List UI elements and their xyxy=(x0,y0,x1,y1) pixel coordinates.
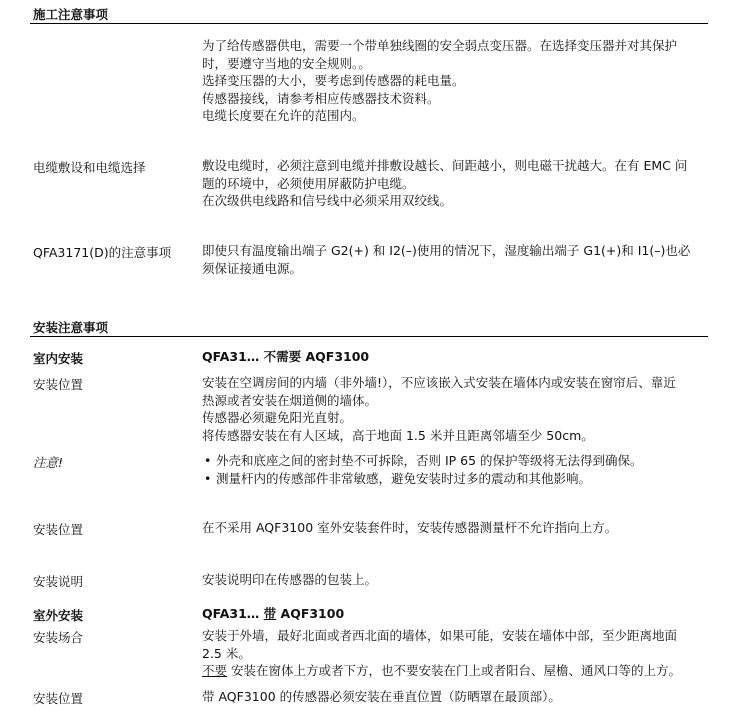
cable-label: 电缆敷设和电缆选择 xyxy=(33,160,146,175)
subtitle-prefix: QFA31… xyxy=(202,606,264,621)
note-bullet-item: • 测量杆内的传感部件非常敏感，避免安装时过多的震动和其他影响。 xyxy=(202,470,702,488)
text-line: 带 AQF3100 的传感器必须安装在垂直位置（防晒罩在最顶部）。 xyxy=(202,689,561,704)
text-line: 题的环境中，必须使用屏蔽防护电缆。 xyxy=(202,175,415,191)
text-line: 安装在空调房间的内墙（非外墙!），不应该嵌入式安装在墙体内或安装在窗帘后、靠近 xyxy=(202,375,676,390)
outdoor-site-paragraph xyxy=(202,627,702,680)
indoor-position-label: 安装位置 xyxy=(33,377,84,392)
note-bullet-item: • 外壳和底座之间的密封垫不可拆除，否则 IP 65 的保护等级将无法得到确保。 xyxy=(202,452,702,470)
text-line: 安装说明印在传感器的包装上。 xyxy=(202,572,378,587)
outdoor-position-text xyxy=(202,688,702,706)
text-line: 将传感器安装在有人区域，高于地面 1.5 米并且距离邻墙至少 50cm。 xyxy=(202,427,594,443)
warning-rest: 安装在窗体上方或者下方，也不要安装在门上或者阳台、屋檐、通风口等的上方。 xyxy=(227,663,681,678)
indoor-position-paragraph xyxy=(202,374,702,444)
section-title-construction: 施工注意事项 xyxy=(33,7,109,22)
text-line: 时，要遵守当地的安全规则。。 xyxy=(202,55,371,71)
indoor-position2-label: 安装位置 xyxy=(33,522,84,537)
outdoor-subtitle-text xyxy=(202,605,702,623)
qfa3171-label: QFA3171(D)的注意事项 xyxy=(33,245,172,260)
qfa3171-paragraph xyxy=(202,242,702,277)
text-line: 在次级供电线路和信号线中必须采用双绞线。 xyxy=(202,193,453,208)
note-label: 注意! xyxy=(33,455,64,470)
outdoor-label: 室外安装 xyxy=(33,608,84,623)
indoor-label: 室内安装 xyxy=(33,351,84,366)
text-line: 安装于外墙，最好北面或者西北面的墙体，如果可能，安装在墙体中部，至少距离地面 xyxy=(202,628,678,643)
outdoor-site-label: 安装场合 xyxy=(33,630,84,645)
note-bullet-list xyxy=(202,452,702,487)
text-line: 传感器接线，请参考相应传感器技术资料。 xyxy=(202,90,440,106)
text-line: 敷设电缆时，必须注意到电缆并排敷设越长、间距越小，则电磁干扰越大。在有 EMC 问 xyxy=(202,158,688,173)
section-divider xyxy=(30,336,708,337)
subtitle-suffix: AQF3100 xyxy=(276,606,345,621)
text-line: 选择变压器的大小，要考虑到传感器的耗电量。 xyxy=(202,73,465,88)
text-line: 即使只有温度输出端子 G2(+) 和 I2(–)使用的情况下，湿度输出端子 G1(+)和 I1(–)也必 xyxy=(202,243,691,258)
section-title-installation: 安装注意事项 xyxy=(33,320,109,335)
text-line: 传感器必须避免阳光直射。 xyxy=(202,410,353,425)
cable-paragraph xyxy=(202,157,702,210)
instructions-label: 安装说明 xyxy=(33,574,84,589)
subtitle-underlined: 带 xyxy=(263,606,277,621)
text-line: 须保证接通电源。 xyxy=(202,260,303,276)
outdoor-subtitle xyxy=(202,605,702,623)
section-divider xyxy=(30,23,708,24)
warning-underlined: 不要 xyxy=(202,663,228,678)
warning-line xyxy=(202,662,702,680)
indoor-subtitle-text: QFA31… 不需要 AQF3100 xyxy=(202,349,370,364)
power-supply-paragraph xyxy=(202,37,702,125)
text-line: 热源或者安装在烟道侧的墙体。 xyxy=(202,392,378,408)
outdoor-position-label: 安装位置 xyxy=(33,691,84,706)
indoor-position2-text xyxy=(202,519,702,537)
text-line: 电缆长度要在允许的范围内。 xyxy=(202,108,365,123)
text-line: 在不采用 AQF3100 室外安装套件时，安装传感器测量杆不允许指向上方。 xyxy=(202,520,618,535)
text-line: 2.5 米。 xyxy=(202,645,251,661)
indoor-subtitle xyxy=(202,348,702,366)
instructions-text xyxy=(202,571,702,589)
text-line: 为了给传感器供电，需要一个带单独线圈的安全弱点变压器。在选择变压器并对其保护 xyxy=(202,38,678,53)
